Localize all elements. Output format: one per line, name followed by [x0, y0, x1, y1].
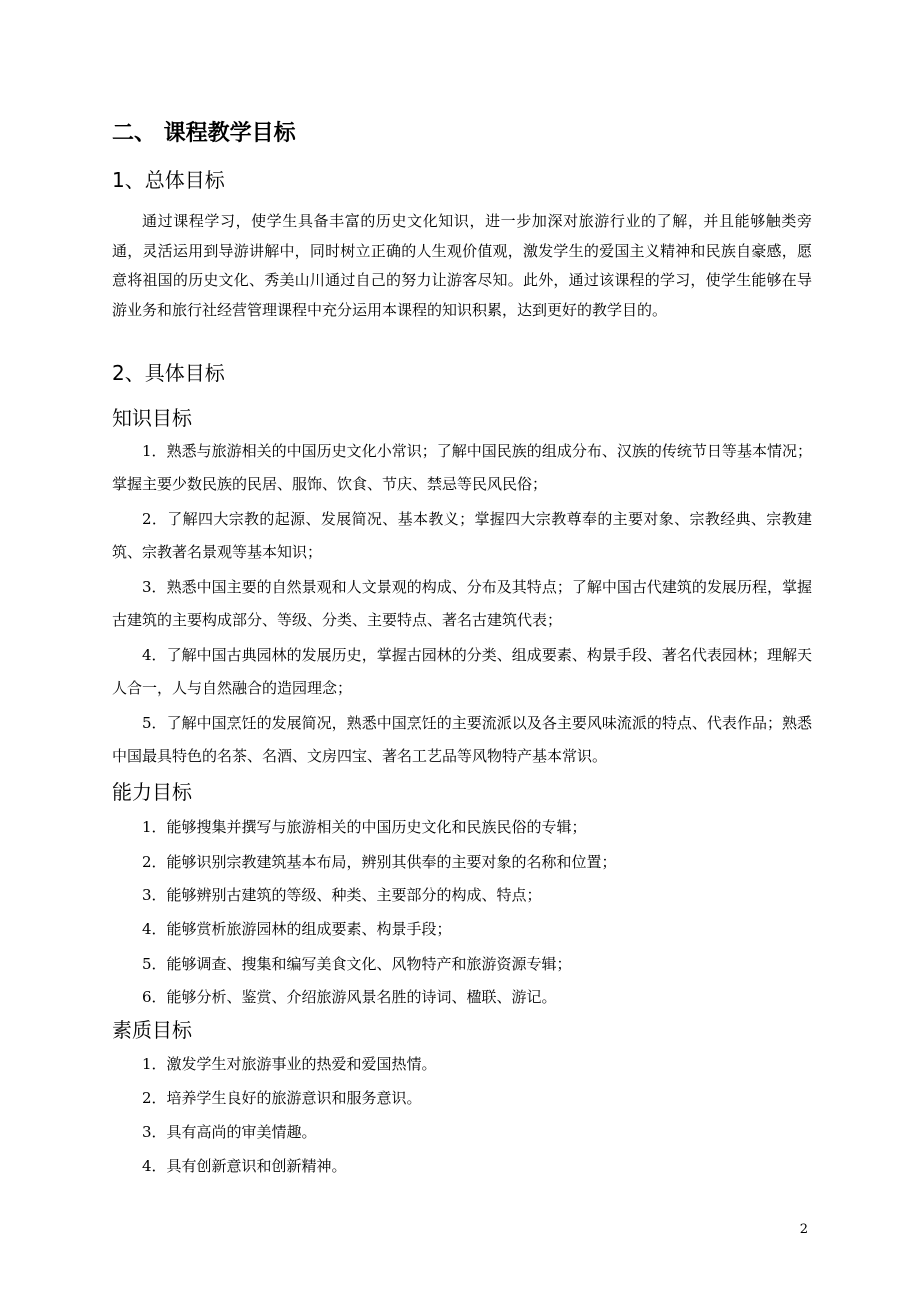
- page-number: 2: [799, 1222, 808, 1237]
- overall-paragraph: 通过课程学习，使学生具备丰富的历史文化知识，进一步加深对旅游行业的了解，并且能够触类旁通，灵活运用到导游讲解中，同时树立正确的人生观价值观，激发学生的爱国主义精神和民族自豪感，愿意将祖国的历史文化、秀美山川通过自己的努力让游客尽知。此外，通过该课程的学习，使学生能够在导游业务和旅行社经营管理课程中充分运用本课程的知识积累，达到更好的教学目的。: [112, 212, 812, 319]
- ability-heading: 能力目标: [112, 780, 192, 804]
- overall-heading: 1、总体目标: [112, 168, 225, 192]
- ability-item: 1．能够搜集并撰写与旅游相关的中国历史文化和民族民俗的专辑；: [142, 818, 587, 836]
- ability-item: 3．能够辨别古建筑的等级、种类、主要部分的构成、特点；: [142, 886, 542, 904]
- section-title: 二、 课程教学目标: [112, 121, 296, 146]
- specific-heading: 2、具体目标: [112, 361, 225, 385]
- knowledge-item: 4．了解中国古典园林的发展历史，掌握古园林的分类、组成要素、构景手段、著名代表园林；理解天人合一，人与自然融合的造园理念；: [112, 646, 812, 697]
- ability-item: 5．能够调查、搜集和编写美食文化、风物特产和旅游资源专辑；: [142, 955, 572, 973]
- quality-item: 1．激发学生对旅游事业的热爱和爱国热情。: [142, 1055, 437, 1073]
- knowledge-item: 1．熟悉与旅游相关的中国历史文化小常识；了解中国民族的组成分布、汉族的传统节日等基本情况；掌握主要少数民族的民居、服饰、饮食、节庆、禁忌等民风民俗；: [112, 442, 812, 493]
- knowledge-heading: 知识目标: [112, 406, 192, 430]
- knowledge-item: 5．了解中国烹饪的发展简况，熟悉中国烹饪的主要流派以及各主要风味流派的特点、代表作品；熟悉中国最具特色的名茶、名酒、文房四宝、著名工艺品等风物特产基本常识。: [112, 714, 812, 765]
- quality-heading: 素质目标: [112, 1018, 192, 1042]
- quality-item: 2．培养学生良好的旅游意识和服务意识。: [142, 1089, 422, 1107]
- knowledge-item: 3．熟悉中国主要的自然景观和人文景观的构成、分布及其特点；了解中国古代建筑的发展历程，掌握古建筑的主要构成部分、等级、分类、主要特点、著名古建筑代表；: [112, 578, 812, 629]
- knowledge-item: 2．了解四大宗教的起源、发展简况、基本教义；掌握四大宗教尊奉的主要对象、宗教经典、宗教建筑、宗教著名景观等基本知识；: [112, 510, 812, 561]
- quality-item: 3．具有高尚的审美情趣。: [142, 1123, 317, 1141]
- ability-item: 2．能够识别宗教建筑基本布局，辨别其供奉的主要对象的名称和位置；: [142, 853, 617, 871]
- quality-item: 4．具有创新意识和创新精神。: [142, 1157, 347, 1175]
- ability-item: 6．能够分析、鉴赏、介绍旅游风景名胜的诗词、楹联、游记。: [142, 988, 557, 1006]
- ability-item: 4．能够赏析旅游园林的组成要素、构景手段；: [142, 920, 452, 938]
